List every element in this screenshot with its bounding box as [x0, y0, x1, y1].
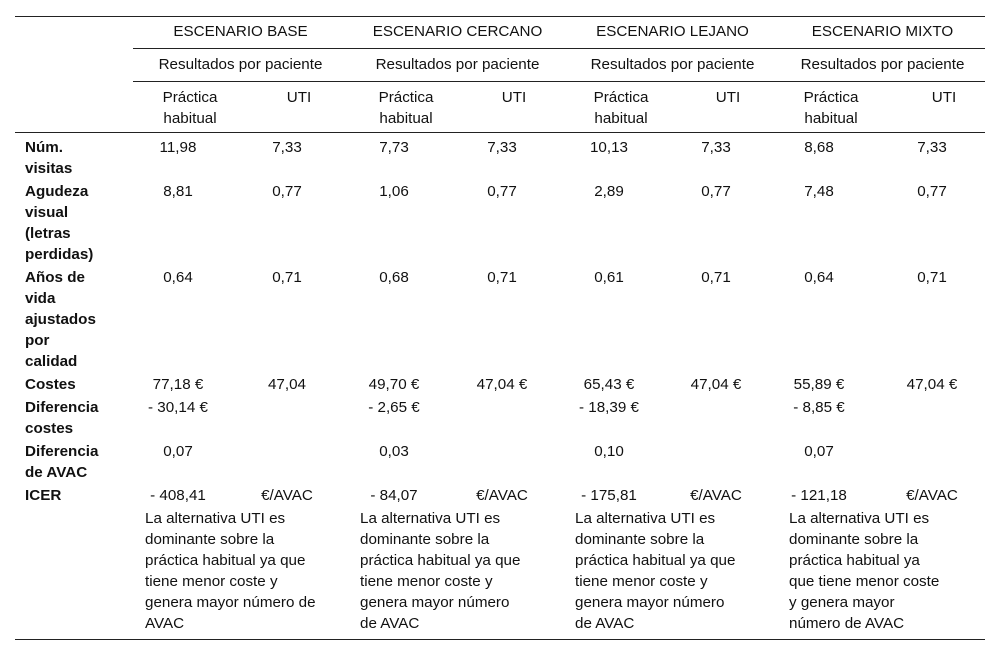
cell-costs-uti: 47,04 € [476, 376, 528, 393]
cell-cost-diff: - 2,65 € [368, 399, 420, 416]
cell-visits-practice: 11,98 [159, 139, 197, 156]
cell-avac-diff: 0,07 [804, 443, 834, 460]
cell-acuity-uti: 0,77 [272, 183, 302, 200]
scenario-conclusion-note: La alternativa UTI es dominante sobre la práctica habitual ya que tiene menor coste y genera mayor número de AVAC [360, 510, 521, 632]
cell-icer-value: - 408,41 [150, 487, 206, 504]
scenario-conclusion-note: La alternativa UTI es dominante sobre la práctica habitual ya que tiene menor coste y genera mayor número de AVAC [145, 510, 316, 632]
cell-qaly-practice: 0,64 [804, 269, 834, 286]
header-rule-3 [15, 132, 985, 133]
cell-costs-uti: 47,04 [267, 376, 306, 393]
scenario-title: ESCENARIO CERCANO [372, 23, 543, 40]
top-rule [15, 16, 985, 17]
cell-cost-diff: - 8,85 € [793, 399, 845, 416]
cell-qaly-uti: 0,71 [487, 269, 517, 286]
column-header-uti: UTI [715, 89, 741, 106]
cell-costs-uti: 47,04 € [906, 376, 958, 393]
scenario-subtitle: Resultados por paciente [375, 56, 540, 73]
cell-visits-uti: 7,33 [701, 139, 731, 156]
cell-cost-diff: - 18,39 € [579, 399, 639, 416]
cell-costs-practice: 65,43 € [583, 376, 635, 393]
cell-visits-practice: 7,73 [379, 139, 409, 156]
cell-qaly-uti: 0,71 [917, 269, 947, 286]
cell-avac-diff: 0,03 [379, 443, 409, 460]
column-header-uti: UTI [501, 89, 527, 106]
cell-visits-uti: 7,33 [272, 139, 302, 156]
row-label-acuity: Agudeza visual (letras perdidas) [25, 183, 94, 263]
row-label-icer: ICER [25, 487, 62, 504]
scenario-title: ESCENARIO LEJANO [596, 23, 749, 40]
scenario-title: ESCENARIO MIXTO [811, 23, 954, 40]
row-label-qaly: Años de vida ajustados por calidad [25, 269, 96, 370]
cell-acuity-practice: 7,48 [804, 183, 834, 200]
cell-icer-unit: €/AVAC [906, 487, 958, 504]
header-rule-1 [133, 48, 985, 49]
scenario-conclusion-note: La alternativa UTI es dominante sobre la práctica habitual ya que tiene menor coste y genera mayor número de AVAC [789, 510, 940, 632]
column-header-practice: Práctica habitual [803, 89, 859, 127]
column-header-uti: UTI [931, 89, 957, 106]
cell-costs-uti: 47,04 € [690, 376, 742, 393]
column-header-practice: Práctica habitual [378, 89, 434, 127]
cell-qaly-uti: 0,71 [272, 269, 302, 286]
cell-icer-value: - 121,18 [791, 487, 847, 504]
scenario-subtitle: Resultados por paciente [800, 56, 965, 73]
bottom-rule [15, 639, 985, 640]
scenario-subtitle: Resultados por paciente [590, 56, 755, 73]
cell-icer-value: - 84,07 [370, 487, 418, 504]
cell-visits-uti: 7,33 [917, 139, 947, 156]
cell-icer-value: - 175,81 [581, 487, 637, 504]
cell-visits-uti: 7,33 [487, 139, 517, 156]
column-header-practice: Práctica habitual [593, 89, 649, 127]
column-header-practice: Práctica habitual [162, 89, 218, 127]
cell-costs-practice: 55,89 € [793, 376, 845, 393]
cell-avac-diff: 0,10 [594, 443, 624, 460]
cell-acuity-practice: 2,89 [594, 183, 624, 200]
row-label-avac-diff: Diferencia de AVAC [25, 443, 99, 481]
cell-icer-unit: €/AVAC [261, 487, 313, 504]
scenario-conclusion-note: La alternativa UTI es dominante sobre la práctica habitual ya que tiene menor coste y genera mayor número de AVAC [575, 510, 736, 632]
column-header-uti: UTI [286, 89, 312, 106]
cell-costs-practice: 77,18 € [152, 376, 204, 393]
cell-visits-practice: 10,13 [589, 139, 628, 156]
scenario-title: ESCENARIO BASE [173, 23, 308, 40]
cell-acuity-uti: 0,77 [917, 183, 947, 200]
cell-costs-practice: 49,70 € [368, 376, 420, 393]
cell-qaly-uti: 0,71 [701, 269, 731, 286]
cell-qaly-practice: 0,68 [379, 269, 409, 286]
row-label-cost-diff: Diferencia costes [25, 399, 99, 437]
cell-visits-practice: 8,68 [804, 139, 834, 156]
cell-icer-unit: €/AVAC [476, 487, 528, 504]
cell-icer-unit: €/AVAC [690, 487, 742, 504]
cell-avac-diff: 0,07 [163, 443, 193, 460]
cell-acuity-practice: 8,81 [163, 183, 193, 200]
cell-acuity-uti: 0,77 [487, 183, 517, 200]
cell-qaly-practice: 0,61 [594, 269, 624, 286]
row-label-costs: Costes [25, 376, 76, 393]
row-label-visits: Núm. visitas [25, 139, 73, 177]
header-rule-2 [133, 81, 985, 82]
cell-acuity-uti: 0,77 [701, 183, 731, 200]
cell-cost-diff: - 30,14 € [148, 399, 208, 416]
scenario-subtitle: Resultados por paciente [158, 56, 323, 73]
cell-acuity-practice: 1,06 [379, 183, 409, 200]
cell-qaly-practice: 0,64 [163, 269, 193, 286]
